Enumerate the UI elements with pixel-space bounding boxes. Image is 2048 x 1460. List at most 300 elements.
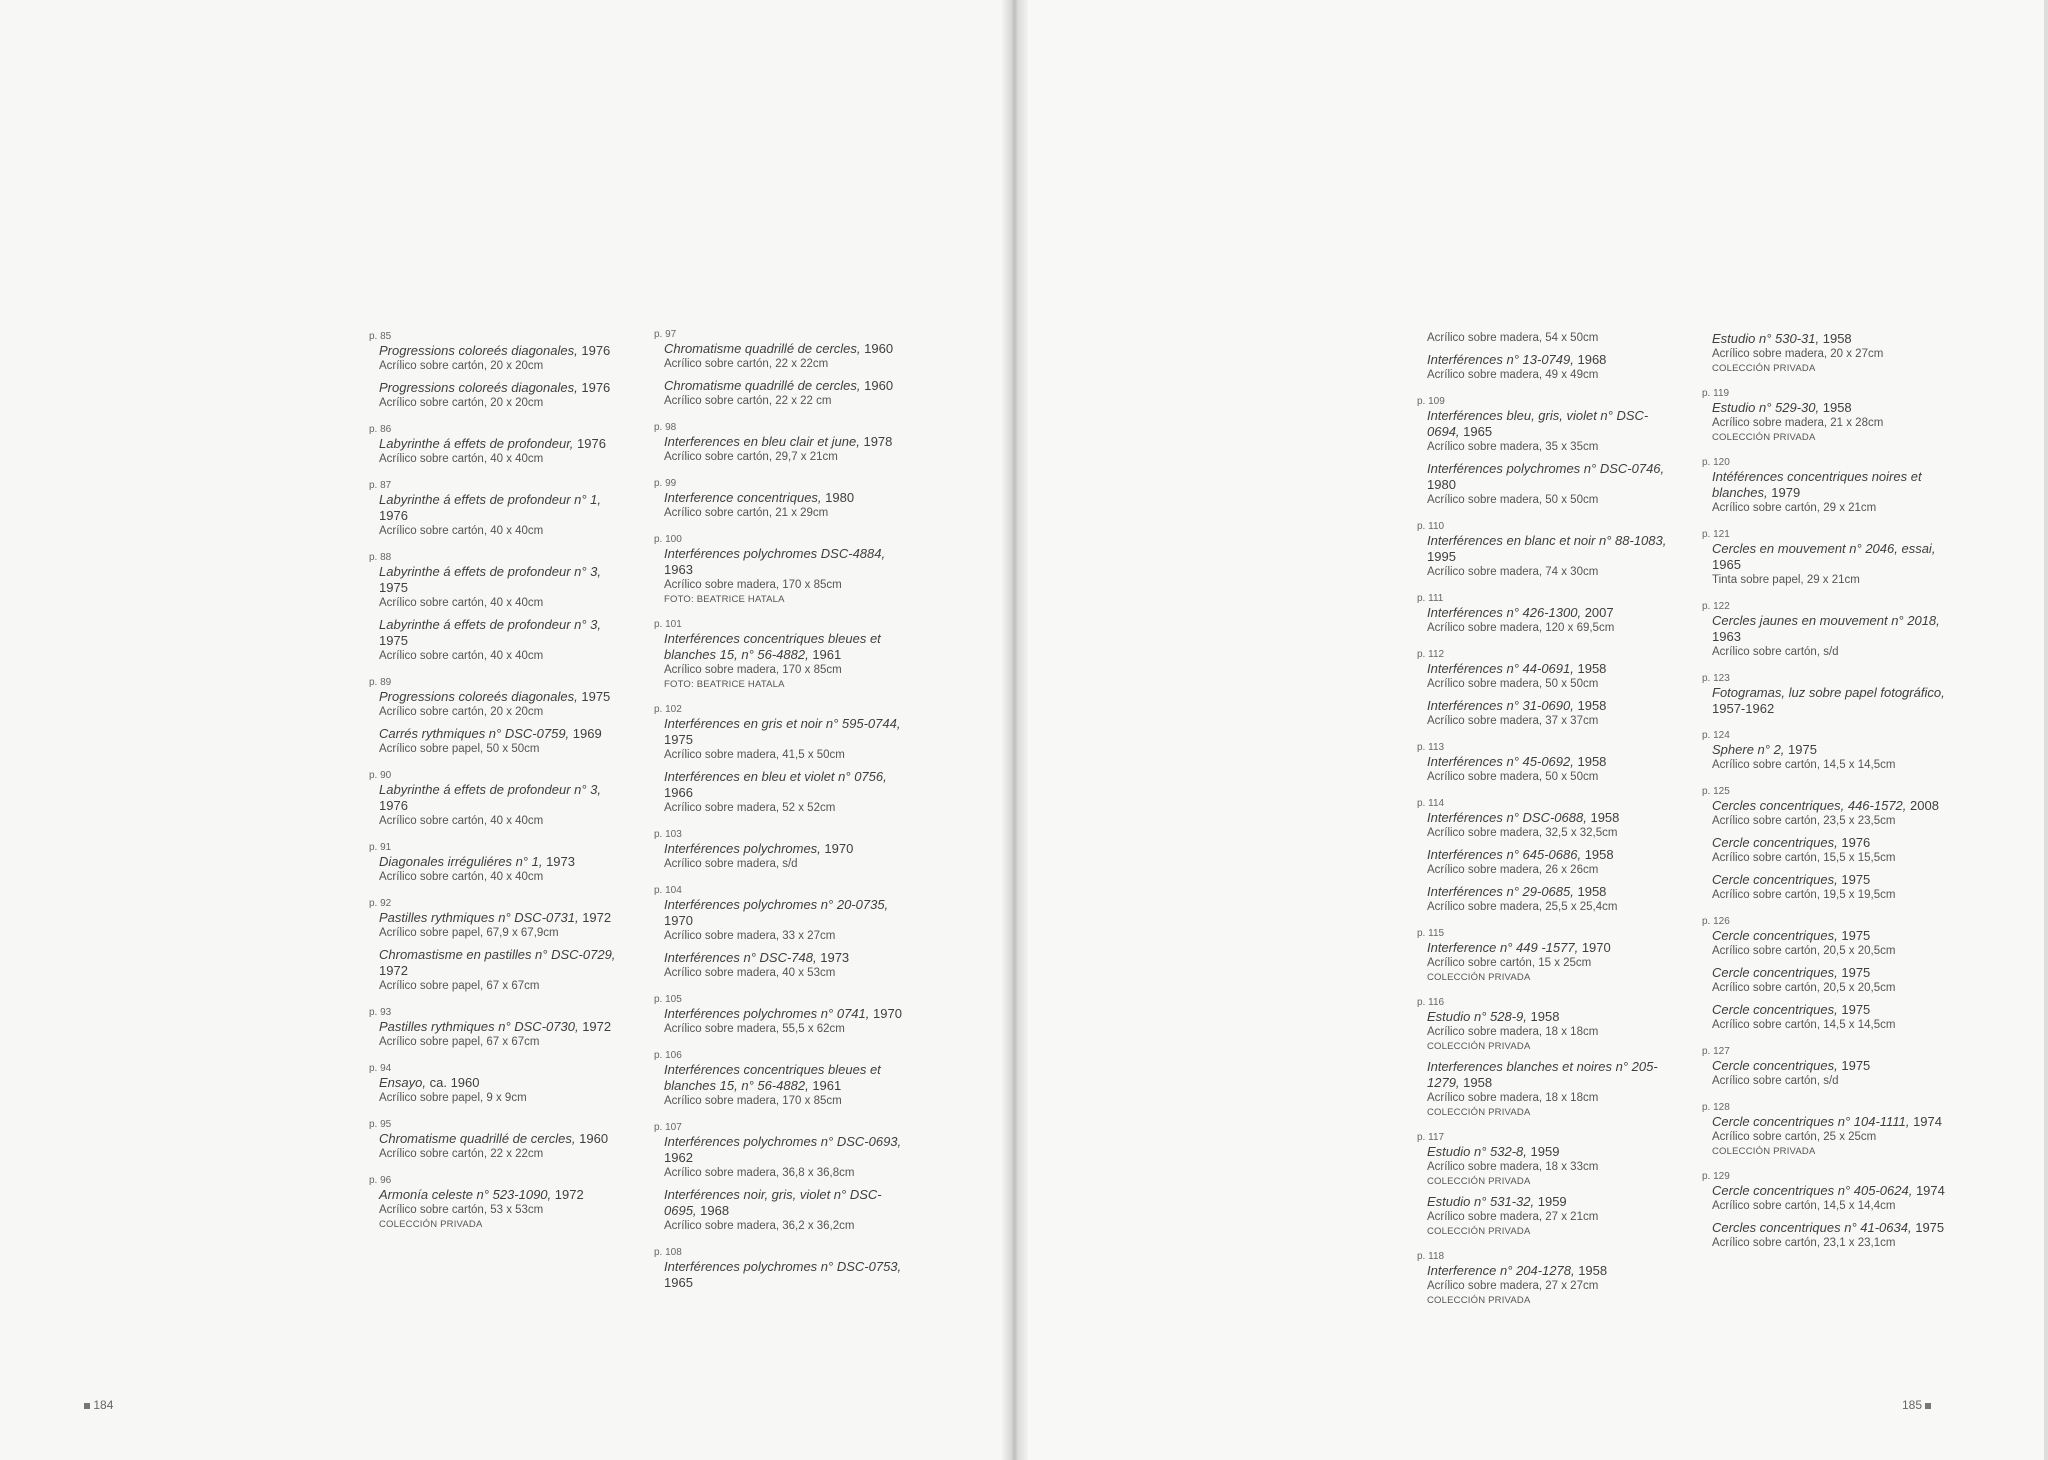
artwork-title-line: [379, 436, 619, 452]
page-reference: p. 91: [369, 842, 392, 853]
page-reference: p. 118: [1417, 1251, 1445, 1262]
artwork-year: 1958: [1577, 661, 1607, 676]
artwork-title-line: [379, 492, 619, 524]
artwork-item: [664, 950, 904, 981]
artwork-item: [1427, 754, 1667, 785]
artwork-title: Interférences n° 29-0685,: [1427, 884, 1574, 899]
page-reference: p. 128: [1702, 1102, 1730, 1113]
catalogue-entry: [1427, 331, 1667, 383]
artwork-medium-dimensions: Acrílico sobre cartón, 40 x 40cm: [379, 815, 544, 827]
artwork-title-line: [1427, 533, 1667, 565]
artwork-title-line: [664, 841, 904, 857]
artwork-year: 1976: [577, 436, 606, 451]
page-edge: [2044, 0, 2048, 1460]
artwork-credit: COLECCIÓN PRIVADA: [1712, 432, 1816, 443]
artwork-title-line: [1712, 798, 1952, 814]
artwork-title: Intéférences concentriques noires et blanches,: [1712, 469, 1922, 500]
artwork-medium-dimensions: Tinta sobre papel, 29 x 21cm: [1712, 574, 1860, 586]
artwork-title: Cercle concentriques n° 405-0624,: [1712, 1183, 1913, 1198]
artwork-item: [1427, 698, 1667, 729]
artwork-medium-dimensions: Acrílico sobre madera, 170 x 85cm: [664, 664, 842, 676]
artwork-medium-dimensions: Acrílico sobre madera, 36,2 x 36,2cm: [664, 1220, 855, 1232]
artwork-title-line: [1712, 685, 1952, 717]
artwork-title-line: [379, 343, 619, 359]
artwork-year: 1961: [812, 1078, 842, 1093]
artwork-year: 1965: [1712, 557, 1741, 572]
catalogue-entry: [1702, 387, 1952, 444]
catalogue-entry: [654, 533, 904, 606]
artwork-item: [379, 1075, 619, 1106]
artwork-item: [1712, 835, 1952, 866]
artwork-year: 1958: [1590, 810, 1620, 825]
artwork-year: 1975: [1841, 1058, 1871, 1073]
artwork-year: 1975: [379, 580, 408, 595]
page-reference: p. 105: [654, 994, 682, 1005]
page-reference: p. 100: [654, 534, 682, 545]
page-reference: p. 98: [654, 422, 677, 433]
artwork-year: 1958: [1822, 400, 1852, 415]
artwork-medium-dimensions: Acrílico sobre papel, 9 x 9cm: [379, 1092, 527, 1104]
artwork-title: Interférences n° 645-0686,: [1427, 847, 1582, 862]
artwork-title: Estudio n° 530-31,: [1712, 331, 1820, 346]
artwork-title-line: [1712, 1002, 1952, 1018]
page-reference: p. 127: [1702, 1046, 1730, 1057]
artwork-title-line: [664, 631, 904, 663]
artwork-title-line: [1712, 928, 1952, 944]
artwork-title: Pastilles rythmiques n° DSC-0730,: [379, 1019, 579, 1034]
artwork-item: [1712, 742, 1952, 773]
catalogue-entry: [1417, 797, 1667, 915]
catalogue-entry: [654, 328, 904, 409]
artwork-item: [1712, 613, 1952, 660]
artwork-title-line: [379, 910, 619, 926]
artwork-year: 1975: [1841, 965, 1871, 980]
artwork-title: Cercle concentriques,: [1712, 965, 1838, 980]
artwork-medium-dimensions: Acrílico sobre cartón, 25 x 25cm: [1712, 1131, 1877, 1143]
artwork-item: [1712, 1058, 1952, 1089]
artwork-title-line: [1712, 1114, 1952, 1130]
artwork-title: Cercle concentriques,: [1712, 872, 1838, 887]
artwork-title: Estudio n° 531-32,: [1427, 1194, 1535, 1209]
artwork-medium-dimensions: Acrílico sobre cartón, 15,5 x 15,5cm: [1712, 852, 1896, 864]
artwork-medium-dimensions: Acrílico sobre cartón, 20,5 x 20,5cm: [1712, 945, 1896, 957]
catalogue-entry: [1417, 1131, 1667, 1238]
artwork-title: Cercles jaunes en mouvement n° 2018,: [1712, 613, 1940, 628]
catalogue-entry: [1417, 648, 1667, 729]
artwork-title-line: [1712, 835, 1952, 851]
artwork-title: Interférences en bleu et violet n° 0756,: [664, 769, 887, 784]
artwork-item: [1712, 331, 1952, 375]
artwork-item: [1427, 1144, 1667, 1188]
artwork-item: [664, 1134, 904, 1181]
catalogue-entry: [369, 897, 619, 994]
page-number-right-text: 185: [1902, 1398, 1923, 1412]
artwork-item: [664, 434, 904, 465]
artwork-medium-dimensions: Acrílico sobre madera, 54 x 50cm: [1427, 332, 1599, 344]
artwork-item: [379, 380, 619, 411]
artwork-credit: COLECCIÓN PRIVADA: [1427, 1107, 1531, 1118]
catalogue-entry: [1417, 996, 1667, 1119]
artwork-title: Cercles concentriques, 446-1572,: [1712, 798, 1907, 813]
artwork-credit: COLECCIÓN PRIVADA: [1427, 1295, 1531, 1306]
artwork-medium-dimensions: Acrílico sobre madera, 21 x 28cm: [1712, 417, 1884, 429]
artwork-title: Progressions coloreés diagonales,: [379, 689, 578, 704]
artwork-medium-dimensions: Acrílico sobre madera, 41,5 x 50cm: [664, 749, 845, 761]
artwork-title-line: [664, 716, 904, 748]
artwork-item: [664, 716, 904, 763]
catalogue-entry: [369, 479, 619, 539]
artwork-item: [664, 1006, 904, 1037]
artwork-item: [1427, 408, 1667, 455]
artwork-item: [1712, 1183, 1952, 1214]
page-reference: p. 85: [369, 331, 392, 342]
page-reference: p. 107: [654, 1122, 682, 1133]
catalogue-entry: [369, 769, 619, 829]
artwork-year: 1975: [664, 732, 693, 747]
catalogue-entry: [1712, 331, 1952, 375]
artwork-title: Interférences en blanc et noir n° 88-1083,: [1427, 533, 1667, 548]
artwork-item: [379, 689, 619, 720]
artwork-title: Diagonales irréguliéres n° 1,: [379, 854, 543, 869]
artwork-item: [1712, 928, 1952, 959]
artwork-year: 1975: [1788, 742, 1817, 757]
artwork-title-line: [664, 1134, 904, 1166]
catalogue-entry: [1702, 729, 1952, 773]
artwork-item: [379, 1019, 619, 1050]
catalogue-entry: [654, 477, 904, 521]
catalogue-entry: [1702, 785, 1952, 903]
page-reference: p. 88: [369, 552, 392, 563]
page-reference: p. 103: [654, 829, 682, 840]
catalogue-entry: [654, 703, 904, 816]
catalogue-entry: [369, 330, 619, 411]
artwork-title-line: [1712, 1220, 1952, 1236]
artwork-year: 1976: [379, 798, 408, 813]
folio-square-icon: [1925, 1403, 1931, 1409]
artwork-medium-dimensions: Acrílico sobre cartón, 14,5 x 14,5cm: [1712, 1019, 1896, 1031]
artwork-credit: COLECCIÓN PRIVADA: [1427, 1226, 1531, 1237]
artwork-title-line: [664, 1259, 904, 1291]
catalogue-column-3: [1417, 331, 1667, 1319]
artwork-year: 1959: [1530, 1144, 1560, 1159]
artwork-title-line: [1427, 847, 1667, 863]
artwork-medium-dimensions: Acrílico sobre cartón, 40 x 40cm: [379, 453, 544, 465]
artwork-title-line: [379, 689, 619, 705]
artwork-medium-dimensions: Acrílico sobre cartón, 22 x 22 cm: [664, 395, 832, 407]
artwork-title-line: [664, 1062, 904, 1094]
artwork-year: 1975: [581, 689, 611, 704]
artwork-title-line: [1427, 1263, 1667, 1279]
artwork-medium-dimensions: Acrílico sobre cartón, s/d: [1712, 646, 1839, 658]
artwork-year: 1957-1962: [1712, 701, 1775, 716]
artwork-title: Estudio n° 528-9,: [1427, 1009, 1527, 1024]
artwork-title: Ensayo,: [379, 1075, 426, 1090]
catalogue-entry: [1417, 592, 1667, 636]
catalogue-entry: [1417, 1250, 1667, 1307]
artwork-title: Interference concentriques,: [664, 490, 822, 505]
artwork-title-line: [1712, 469, 1952, 501]
artwork-title-line: [1427, 1194, 1667, 1210]
catalogue-entry: [654, 884, 904, 981]
artwork-year: 1958: [1463, 1075, 1493, 1090]
artwork-item: [664, 1259, 904, 1291]
artwork-title-line: [664, 1006, 904, 1022]
page-reference: p. 102: [654, 704, 682, 715]
artwork-title: Interference n° 449 -1577,: [1427, 940, 1579, 955]
artwork-item: [379, 492, 619, 539]
artwork-title: Interférences polychromes DSC-4884,: [664, 546, 886, 561]
catalogue-entry: [369, 1174, 619, 1231]
artwork-item: [379, 1187, 619, 1231]
page-reference: p. 113: [1417, 742, 1445, 753]
page-reference: p. 108: [654, 1247, 682, 1258]
artwork-title-line: [664, 769, 904, 801]
artwork-title-line: [1712, 1058, 1952, 1074]
catalogue-entry: [1417, 520, 1667, 580]
artwork-medium-dimensions: Acrílico sobre cartón, 40 x 40cm: [379, 650, 544, 662]
page-reference: p. 112: [1417, 649, 1445, 660]
page-reference: p. 87: [369, 480, 392, 491]
artwork-title-line: [1712, 1183, 1952, 1199]
artwork-item: [1712, 1114, 1952, 1158]
artwork-medium-dimensions: Acrílico sobre madera, 18 x 18cm: [1427, 1092, 1599, 1104]
artwork-title: Interférences polychromes n° DSC-0746,: [1427, 461, 1665, 476]
artwork-title-line: [1712, 541, 1952, 573]
artwork-title-line: [379, 854, 619, 870]
page-number-left: [84, 1398, 113, 1412]
artwork-title: Carrés rythmiques n° DSC-0759,: [379, 726, 570, 741]
catalogue-entry: [654, 618, 904, 691]
artwork-title: Estudio n° 529-30,: [1712, 400, 1820, 415]
artwork-item: [1712, 685, 1952, 717]
artwork-year: 1958: [1577, 754, 1607, 769]
artwork-item: [1427, 1194, 1667, 1238]
artwork-title-line: [1427, 352, 1667, 368]
artwork-medium-dimensions: Acrílico sobre cartón, 20 x 20cm: [379, 397, 544, 409]
artwork-medium-dimensions: Acrílico sobre madera, 50 x 50cm: [1427, 678, 1599, 690]
artwork-year: 1995: [1427, 549, 1456, 564]
artwork-title: Estudio n° 532-8,: [1427, 1144, 1527, 1159]
artwork-medium-dimensions: Acrílico sobre cartón, 19,5 x 19,5cm: [1712, 889, 1896, 901]
artwork-year: 1974: [1915, 1183, 1945, 1198]
artwork-year: 1958: [1578, 1263, 1608, 1278]
artwork-year: ca. 1960: [429, 1075, 480, 1090]
catalogue-column-4: [1702, 331, 1952, 1263]
artwork-year: 1980: [1427, 477, 1456, 492]
artwork-item: [1427, 331, 1667, 346]
page-number-right: [1902, 1398, 1931, 1412]
artwork-title-line: [664, 897, 904, 929]
artwork-title: Chromatisme quadrillé de cercles,: [664, 378, 861, 393]
artwork-title-line: [379, 1187, 619, 1203]
artwork-item: [1427, 605, 1667, 636]
artwork-medium-dimensions: Acrílico sobre madera, 36,8 x 36,8cm: [664, 1167, 855, 1179]
artwork-item: [1427, 884, 1667, 915]
artwork-item: [1712, 469, 1952, 516]
artwork-item: [379, 343, 619, 374]
artwork-title-line: [379, 380, 619, 396]
artwork-year: 2008: [1910, 798, 1939, 813]
catalogue-entry: [1702, 1101, 1952, 1158]
artwork-year: 1958: [1584, 847, 1614, 862]
page-reference: p. 114: [1417, 798, 1445, 809]
page-reference: p. 89: [369, 677, 392, 688]
artwork-year: 2007: [1584, 605, 1614, 620]
artwork-title: Chromatisme quadrillé de cercles,: [664, 341, 861, 356]
artwork-medium-dimensions: Acrílico sobre cartón, 23,5 x 23,5cm: [1712, 815, 1896, 827]
catalogue-column-1: [369, 330, 619, 1243]
artwork-year: 1970: [664, 913, 693, 928]
page-reference: p. 121: [1702, 529, 1730, 540]
artwork-title-line: [1427, 1009, 1667, 1025]
artwork-medium-dimensions: Acrílico sobre cartón, 21 x 29cm: [664, 507, 829, 519]
artwork-title-line: [379, 947, 619, 979]
artwork-year: 1975: [1841, 872, 1871, 887]
artwork-medium-dimensions: Acrílico sobre madera, 20 x 27cm: [1712, 348, 1884, 360]
catalogue-entry: [654, 1121, 904, 1234]
artwork-title: Interférences concentriques bleues et blanches 15, n° 56-4882,: [664, 631, 881, 662]
artwork-title-line: [379, 726, 619, 742]
catalogue-entry: [654, 993, 904, 1037]
artwork-item: [1427, 533, 1667, 580]
artwork-medium-dimensions: Acrílico sobre cartón, 20 x 20cm: [379, 360, 544, 372]
catalogue-entry: [1417, 927, 1667, 984]
artwork-title: Labyrinthe á effets de profondeur n° 3,: [379, 782, 602, 797]
artwork-year: 1976: [581, 380, 611, 395]
page-reference: p. 106: [654, 1050, 682, 1061]
catalogue-entry: [1702, 600, 1952, 660]
artwork-title-line: [379, 564, 619, 596]
catalogue-entry: [1702, 672, 1952, 717]
artwork-title-line: [1427, 884, 1667, 900]
artwork-title: Interférences n° 44-0691,: [1427, 661, 1574, 676]
artwork-medium-dimensions: Acrílico sobre madera, 32,5 x 32,5cm: [1427, 827, 1618, 839]
artwork-medium-dimensions: Acrílico sobre madera, 74 x 30cm: [1427, 566, 1599, 578]
artwork-item: [379, 854, 619, 885]
catalogue-entry: [369, 676, 619, 757]
artwork-item: [1427, 810, 1667, 841]
catalogue-entry: [369, 423, 619, 467]
artwork-item: [379, 726, 619, 757]
artwork-title: Cercle concentriques,: [1712, 835, 1838, 850]
artwork-title: Interférences noir, gris, violet n° DSC-0695,: [664, 1187, 882, 1218]
artwork-medium-dimensions: Acrílico sobre papel, 67 x 67cm: [379, 980, 540, 992]
page-reference: p. 92: [369, 898, 392, 909]
artwork-title: Interférences polychromes,: [664, 841, 821, 856]
artwork-title-line: [379, 1075, 619, 1091]
artwork-item: [664, 1187, 904, 1234]
page-reference: p. 90: [369, 770, 392, 781]
artwork-title-line: [664, 950, 904, 966]
folio-square-icon: [84, 1403, 90, 1409]
artwork-medium-dimensions: Acrílico sobre cartón, 40 x 40cm: [379, 525, 544, 537]
artwork-item: [379, 1131, 619, 1162]
artwork-item: [1427, 661, 1667, 692]
artwork-title: Interférences polychromes n° DSC-0753,: [664, 1259, 902, 1274]
artwork-title-line: [379, 1019, 619, 1035]
catalogue-entry: [654, 421, 904, 465]
artwork-medium-dimensions: Acrílico sobre cartón, 15 x 25cm: [1427, 957, 1592, 969]
catalogue-entry: [654, 1049, 904, 1109]
artwork-title-line: [379, 1131, 619, 1147]
artwork-item: [664, 490, 904, 521]
artwork-item: [664, 1062, 904, 1109]
artwork-medium-dimensions: Acrílico sobre cartón, 29 x 21cm: [1712, 502, 1877, 514]
artwork-title: Interférences concentriques bleues et blanches 15, n° 56-4882,: [664, 1062, 881, 1093]
artwork-year: 1976: [581, 343, 611, 358]
artwork-medium-dimensions: Acrílico sobre madera, 50 x 50cm: [1427, 494, 1599, 506]
artwork-title-line: [664, 546, 904, 578]
catalogue-entry: [1702, 915, 1952, 1033]
artwork-title: Interférences n° DSC-748,: [664, 950, 817, 965]
artwork-title-line: [1427, 754, 1667, 770]
catalogue-entry: [369, 1062, 619, 1106]
page-reference: p. 116: [1417, 997, 1445, 1008]
artwork-medium-dimensions: Acrílico sobre cartón, 14,5 x 14,4cm: [1712, 1200, 1896, 1212]
catalogue-entry: [1702, 1045, 1952, 1089]
artwork-title: Labyrinthe á effets de profondeur n° 1,: [379, 492, 602, 507]
artwork-item: [379, 564, 619, 611]
page-reference: p. 96: [369, 1175, 392, 1186]
artwork-title: Interférences en gris et noir n° 595-0744,: [664, 716, 901, 731]
artwork-title-line: [1712, 742, 1952, 758]
page-reference: p. 94: [369, 1063, 392, 1074]
artwork-year: 1968: [1577, 352, 1607, 367]
artwork-year: 1975: [1915, 1220, 1945, 1235]
artwork-title: Interférences polychromes n° 20-0735,: [664, 897, 889, 912]
artwork-year: 1975: [1841, 928, 1871, 943]
page-reference: p. 104: [654, 885, 682, 896]
artwork-title: Interférences n° 426-1300,: [1427, 605, 1582, 620]
artwork-year: 1959: [1537, 1194, 1567, 1209]
artwork-medium-dimensions: Acrílico sobre madera, 18 x 33cm: [1427, 1161, 1599, 1173]
artwork-year: 1965: [664, 1275, 693, 1290]
artwork-item: [1712, 1002, 1952, 1033]
page-reference: p. 115: [1417, 928, 1445, 939]
page-reference: p. 111: [1417, 593, 1444, 604]
artwork-title-line: [1427, 661, 1667, 677]
page-reference: p. 97: [654, 329, 677, 340]
artwork-title-line: [1712, 965, 1952, 981]
artwork-title-line: [1427, 810, 1667, 826]
artwork-year: 1960: [579, 1131, 609, 1146]
artwork-title: Armonía celeste n° 523-1090,: [379, 1187, 552, 1202]
artwork-title: Interférences n° DSC-0688,: [1427, 810, 1587, 825]
catalogue-entry: [369, 551, 619, 664]
artwork-item: [1427, 847, 1667, 878]
catalogue-entry: [1702, 1170, 1952, 1251]
artwork-title-line: [1427, 940, 1667, 956]
artwork-item: [1712, 400, 1952, 444]
artwork-title-line: [664, 1187, 904, 1219]
catalogue-entry: [369, 841, 619, 885]
artwork-title: Interférences n° 45-0692,: [1427, 754, 1574, 769]
page-reference: p. 109: [1417, 396, 1445, 407]
catalogue-entry: [369, 1118, 619, 1162]
artwork-year: 1978: [863, 434, 893, 449]
artwork-credit: COLECCIÓN PRIVADA: [1427, 1176, 1531, 1187]
artwork-medium-dimensions: Acrílico sobre cartón, 20 x 20cm: [379, 706, 544, 718]
catalogue-column-2: [654, 328, 904, 1303]
artwork-year: 1968: [700, 1203, 730, 1218]
artwork-year: 1974: [1913, 1114, 1942, 1129]
artwork-title: Chromastisme en pastilles n° DSC-0729,: [379, 947, 616, 962]
artwork-title: Labyrinthe á effets de profondeur,: [379, 436, 574, 451]
artwork-year: 1960: [864, 378, 894, 393]
book-gutter: [1002, 0, 1028, 1460]
artwork-medium-dimensions: Acrílico sobre madera, 35 x 35cm: [1427, 441, 1599, 453]
page-reference: p. 120: [1702, 457, 1730, 468]
